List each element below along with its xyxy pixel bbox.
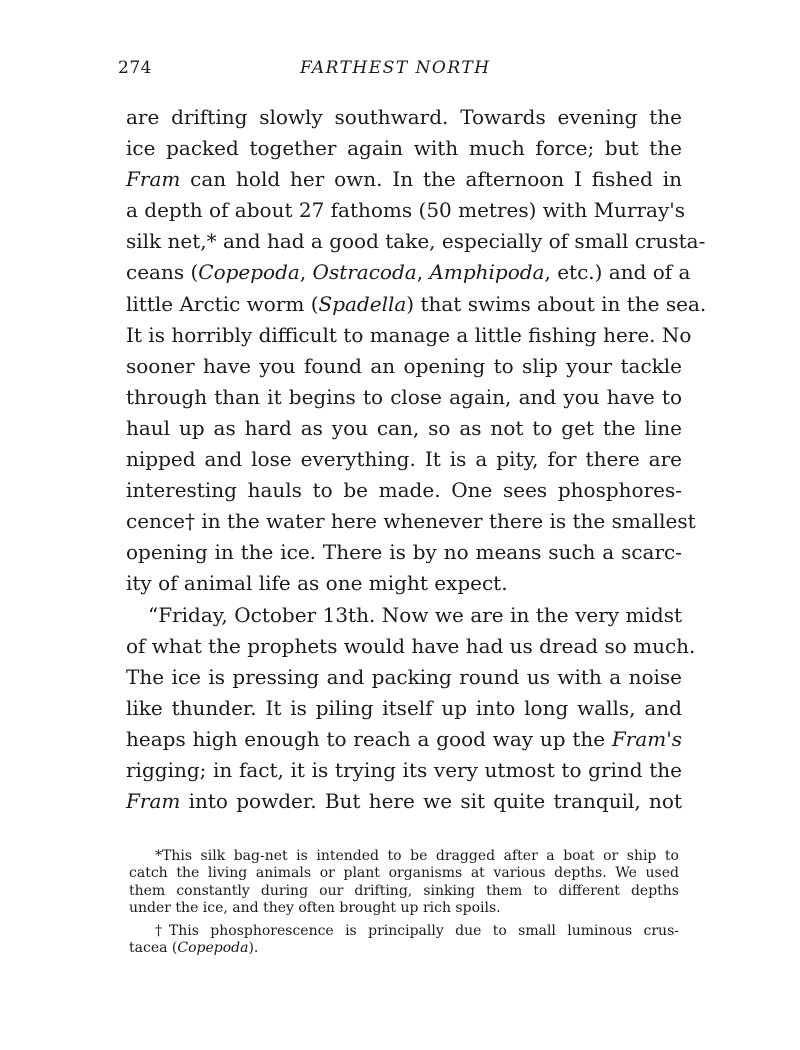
footnote-line: them constantly during our drifting, sinking them to different depths [129,882,679,899]
footnotes [129,848,679,958]
text-line: are drifting slowly southward. Towards evening the [126,105,682,129]
page-number: 274 [118,58,152,78]
text-line: a depth of about 27 fathoms (50 metres) with Murray's [126,198,686,223]
running-head: FARTHEST NORTH [300,58,491,78]
footnote-line: tacea (Copepoda). [129,940,259,957]
text-line: nipped and lose everything. It is a pity, for there are [126,447,682,472]
text-line: cence† in the water here whenever there is the smallest [126,509,696,534]
text-line: ity of animal life as one might expect. [126,571,508,596]
body-text [126,102,707,817]
text-line: The ice is pressing and packing round us with a noise [126,664,682,689]
page-header [118,58,688,84]
text-line: little Arctic worm (Spadella) that swims about in the sea. [126,291,707,316]
footnote-line: under the ice, and they often brought up rich spoils. [129,899,501,916]
text-line: like thunder. It is piling itself up into long walls, and [126,695,682,720]
text-line: heaps high enough to reach a good way up the Fram's [126,726,682,751]
footnote-line: catch the living animals or plant organisms at various depths. We used [129,865,679,882]
text-line: opening in the ice. There is by no means such a scarc- [126,540,682,565]
text-line: interesting hauls to be made. One sees phosphores- [126,478,682,503]
text-line: through than it begins to close again, and you have to [126,384,682,409]
text-line: haul up as hard as you can, so as not to get the line [126,415,682,440]
text-line: sooner have you found an opening to slip your tackle [126,353,682,378]
text-line: of what the prophets would have had us dread so much. [126,633,696,658]
text-line: Fram can hold her own. In the afternoon I fished in [126,167,682,192]
footnote-line: *This silk bag-net is intended to be dragged after a boat or ship to [155,848,679,864]
footnote-line: †This phosphorescence is principally due to small luminous crus- [155,923,679,940]
text-line: silk net,* and had a good take, especially of small crusta- [126,229,706,254]
text-line: ceans (Copepoda, Ostracoda, Amphipoda, etc.) and of a [126,260,691,285]
text-line: ice packed together again with much force; but the [126,136,682,161]
text-line: rigging; in fact, it is trying its very utmost to grind the [126,757,682,782]
text-line: Fram into powder. But here we sit quite tranquil, not [126,789,682,814]
text-line: “Friday, October 13th. Now we are in the very midst [148,602,682,627]
text-line: It is horribly difficult to manage a little fishing here. No [126,322,692,347]
